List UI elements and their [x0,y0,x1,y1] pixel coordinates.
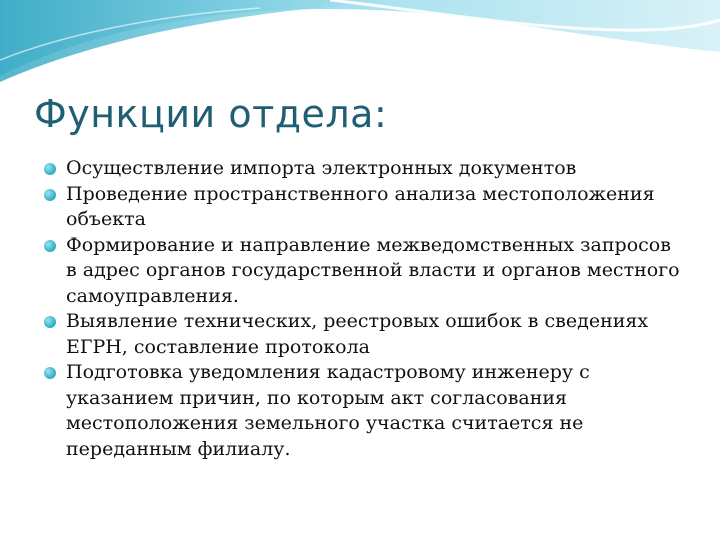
round-bullet-icon [44,316,56,328]
list-item [44,309,684,360]
list-item [44,182,684,233]
round-bullet-icon [44,240,56,252]
list-item [44,360,684,462]
bullet-list [44,156,684,462]
list-item-text: Проведение пространственного анализа местоположения объекта [66,182,655,230]
slide-title: Функции отдела: [34,92,388,136]
round-bullet-icon [44,189,56,201]
list-item-text: Выявление технических, реестровых ошибок в сведениях ЕГРН, составление протокола [66,310,649,358]
list-item [44,156,684,182]
list-item-text: Осуществление импорта электронных документов [66,157,577,179]
round-bullet-icon [44,163,56,175]
list-item-text: Подготовка уведомления кадастровому инженеру с указанием причин, по которым акт согласования местоположения земельного участка считается не переданным филиалу. [66,361,590,460]
list-item [44,233,684,310]
round-bullet-icon [44,367,56,379]
list-item-text: Формирование и направление межведомственных запросов в адрес органов государственной власти и органов местного самоуправления. [66,233,680,307]
